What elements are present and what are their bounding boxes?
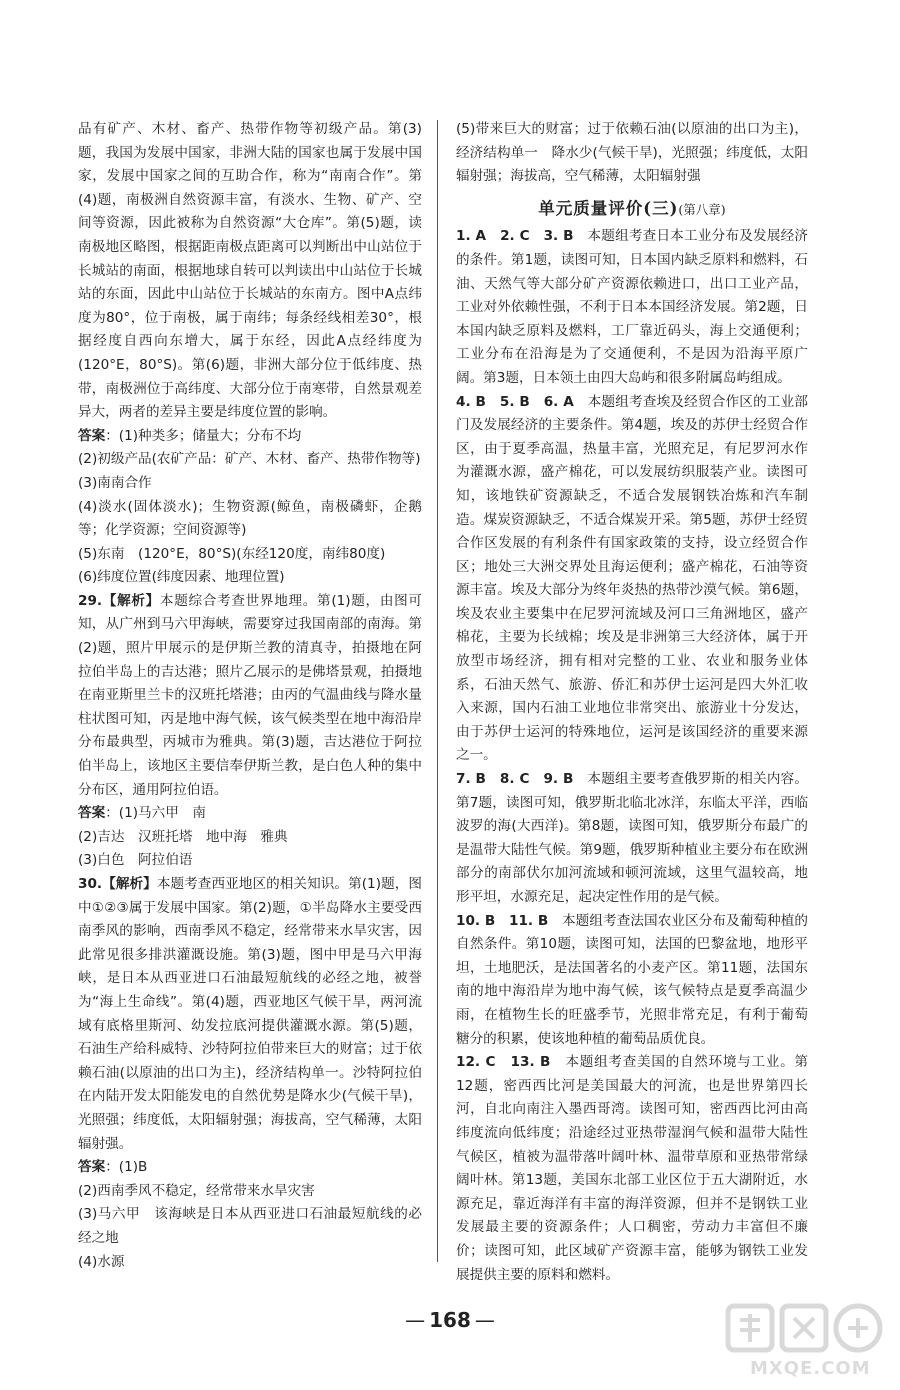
left-column [78, 118, 422, 1274]
section-title-text: 单元质量评价(三) [538, 198, 679, 218]
answer-group-4-6 [456, 391, 808, 769]
analysis-text: 本题考查西亚地区的相关知识。第(1)题，图中①②③属于发展中国家。第(2)题，①半岛降水主要受西南季风的影响，西南季风不稳定，经常带来水旱灾害，因此常见很多排洪灌溉设施。第(3)题，图中甲是马六甲海峡，是日本从西亚进口石油最短航线的必经之地，被誉为“海上生命线”。第(4)题，西亚地区气候干旱，两河流域有底格里斯河、幼发拉底河提供灌溉水源。第(5)题，石油生产给科威特、沙特阿拉伯带来巨大的财富；过于依赖石油(以原油的出口为主)，经济结构单一。沙特阿拉伯在内陆开发太阳能发电的自然优势是降水少(气候干旱)，光照强；纬度低，太阳辐射强；海拔高，空气稀薄，太阳辐射强。 [78, 876, 422, 1152]
answer-group-7-9 [456, 768, 808, 910]
answer-keys: 7. B 8. C 9. B [456, 771, 574, 788]
section-subtitle: (第八章) [678, 201, 726, 217]
answer-explanation: 本题组主要考查俄罗斯的相关内容。第7题，读图可知，俄罗斯北临北冰洋，东临太平洋，西临波罗的海(大西洋)。第8题，读图可知，俄罗斯分布最广的是温带大陆性气候。第9题，俄罗斯种植业主要分布在欧洲部分的南部伏尔加河流域和顿河流域，这里气温较高，地形平坦，水源充足，起决定性作用的是气候。 [456, 771, 809, 905]
answer-group-12-13 [456, 1051, 808, 1287]
continued-answer-line: (5)带来巨大的财富；过于依赖石油(以原油的出口为主)，经济结构单一 降水少(气候干旱)，光照强；纬度低，太阳辐射强；海拔高，空气稀薄，太阳辐射强 [456, 121, 808, 185]
answer-line: (3)白色 阿拉伯语 [78, 852, 193, 869]
answer-line: (2)西南季风不稳定，经常带来水旱灾害 [78, 1182, 315, 1199]
answer-label: 答案 [78, 427, 106, 444]
answer-line: (4)水源 [78, 1253, 125, 1270]
answer-keys: 1. A 2. C 3. B [456, 228, 574, 245]
question-number: 30. [78, 876, 103, 892]
answer-text: ：(1)种类多；储量大；分布不均 [105, 427, 302, 444]
answer-line [78, 802, 422, 826]
analysis-tag: 【解析】 [102, 592, 160, 609]
answer-explanation: 本题组考查日本工业分布及发展经济的条件。第1题，读图可知，日本国内缺乏原料和燃料，石油、天然气等大部分矿产资源依赖进口，出口工业产品，工业对外依赖性强，不利于日本本国经济发展。第2题，日本国内缺乏原料及燃料，工厂靠近码头，海上交通便利；工业分布在沿海是为了交通便利，不是因为沿海平原广阔。第3题，日本领土由四大岛屿和很多附属岛屿组成。 [456, 228, 808, 386]
question-30-analysis [78, 873, 422, 1156]
answer-line: (2)吉达 汉班托塔 地中海 雅典 [78, 828, 288, 845]
column-divider [437, 120, 438, 1262]
answer-explanation: 本题组考查美国的自然环境与工业。第12题，密西西比河是美国最大的河流，也是世界第四长河，自北向南注入墨西哥湾。读图可知，密西西比河由高纬度流向低纬度；沿途经过亚热带湿润气候和温带大陆性气候区，植被为温带落叶阔叶林、温带草原和亚热带常绿阔叶林。第13题，美国东北部工业区位于五大湖附近，水源充足，靠近海洋有丰富的海洋资源，但并不是钢铁工业发展最主要的资源条件；人口稠密，劳动力丰富但不廉价；读图可知，此区域矿产资源丰富，能够为钢铁工业发展提供主要的原料和燃料。 [456, 1054, 809, 1283]
right-column [456, 118, 808, 1287]
answer-line [78, 425, 422, 449]
page-number-text: 168 [429, 1308, 471, 1332]
question-number: 29. [78, 592, 103, 609]
answer-text: ：(1)B [105, 1159, 148, 1176]
question-29-analysis [78, 590, 422, 802]
answer-line: (6)纬度位置(纬度因素、地理位置) [78, 569, 285, 586]
answer-keys: 4. B 5. B 6. A [456, 393, 574, 410]
analysis-tag: 【解析】 [102, 876, 157, 892]
answer-group-10-11 [456, 910, 808, 1052]
answer-line: (3)南南合作 [78, 474, 152, 491]
answer-line: (5)东南 (120°E，80°S)(东经120度，南纬80度) [78, 545, 386, 562]
watermark-emblem-icon [720, 1300, 890, 1360]
answer-line [78, 1156, 422, 1180]
answer-group-1-3 [456, 225, 808, 390]
answer-label: 答案 [78, 1159, 106, 1176]
answer-keys: 10. B 11. B [456, 912, 549, 929]
answer-line: (4)淡水(固体淡水)；生物资源(鲸鱼，南极磷虾，企鹅等；化学资源；空间资源等) [78, 498, 422, 539]
analysis-text: 本题综合考查世界地理。第(1)题，由图可知，从广州到马六甲海峡，需要穿过我国南部的南海。第(2)题，照片甲展示的是伊斯兰教的清真寺，拍摄地在阿拉伯半岛上的吉达港；照片乙展示的是佛塔景观，拍摄地在南亚斯里兰卡的汉班托塔港；由丙的气温曲线与降水量柱状图可知，丙是地中海气候，该气候类型在地中海沿岸分布最典型，丙城市为雅典。第(3)题，吉达港位于阿拉伯半岛上，该地区主要信奉伊斯兰教，是白色人种的集中分布区，通用阿拉伯语。 [78, 592, 422, 798]
answer-line: (3)马六甲 该海峡是日本从西亚进口石油最短航线的必经之地 [78, 1206, 422, 1246]
watermark-logo [720, 1300, 890, 1380]
section-title [456, 197, 808, 222]
continued-analysis-paragraph: 品有矿产、木材、畜产、热带作物等初级产品。第(3)题，我国为发展中国家，非洲大陆的国家也属于发展中国家，发展中国家之间的互助合作，称为“南南合作”。第(4)题，南极洲自然资源丰富，有淡水、生物、矿产、空间等资源，因此被称为自然资源“大仓库”。第(5)题，读南极地区略图，根据距南极点距离可以判断出中山站位于长城站的南面，根据地球自转可以判读出中山站位于长城站的东面，因此中山站位于长城站的东南方。图中A点纬度为80°，位于南极，属于南纬；每条经线相差30°，根据经度自西向东增大，属于东经，因此A点经纬度为(120°E，80°S)。第(6)题，非洲大部分位于低纬度、热带，南极洲位于高纬度、大部分位于南寒带，自然景观差异大，两者的差异主要是纬度位置的影响。 [78, 121, 422, 421]
answer-text: ：(1)马六甲 南 [105, 805, 207, 822]
answer-keys: 12. C 13. B [456, 1054, 551, 1071]
answer-explanation: 本题组考查法国农业区分布及葡萄种植的自然条件。第10题，读图可知，法国的巴黎盆地，地形平坦，土地肥沃，是法国著名的小麦产区。第11题，法国东南的地中海沿岸为地中海气候，该气候特点是夏季高温少雨，在植物生长的旺盛季节，光照非常充足，有利于葡萄糖分的积累，使该地种植的葡萄品质优良。 [456, 912, 809, 1047]
watermark-text: MXQE.COM [750, 1358, 871, 1379]
page-number: — 168 — [405, 1308, 495, 1332]
answer-label: 答案 [78, 805, 106, 822]
answer-line: (2)初级产品(农矿产品：矿产、木材、畜产、热带作物等) [78, 451, 421, 468]
answer-explanation: 本题组考查埃及经贸合作区的工业部门及发展经济的主要条件。第4题，埃及的苏伊士经贸合作区，由于夏季高温，热量丰富，光照充足，有尼罗河水作为灌溉水源，盛产棉花，可以发展纺织服装产业。读图可知，该地铁矿资源缺乏，不适合发展钢铁冶炼和汽车制造。煤炭资源缺乏，不适合煤炭开采。第5题，苏伊士经贸合作区发展的有利条件有国家政策的支持，设立经贸合作区；地处三大洲交界处且海运便利；盛产棉花，石油等资源丰富。埃及大部分为终年炎热的热带沙漠气候。第6题，埃及农业主要集中在尼罗河流域及河口三角洲地区，盛产棉花，主要为长绒棉；埃及是非洲第三大经济体，属于开放型市场经济，拥有相对完整的工业、农业和服务业体系，石油天然气、旅游、侨汇和苏伊士运河是四大外汇收入来源，国内石油工业地位非常突出、旅游业十分发达，由于苏伊士运河的特殊地位，运河是该国经济的重要来源之一。 [456, 393, 808, 764]
